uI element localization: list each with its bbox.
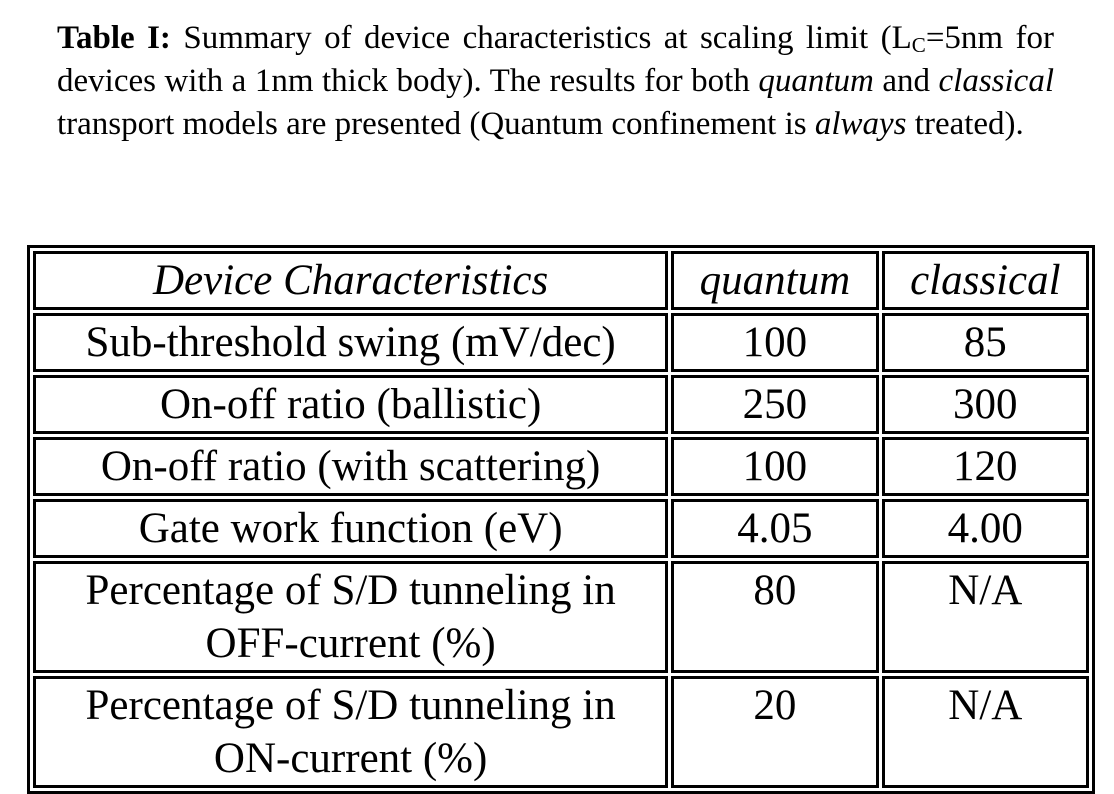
row-label	[33, 561, 668, 673]
caption-label: Table I:	[57, 20, 171, 56]
quantum-value: 4.05	[671, 499, 878, 558]
classical-value: 120	[882, 437, 1089, 496]
table-row	[33, 499, 1089, 558]
classical-value: 85	[882, 313, 1089, 372]
row-label: On-off ratio (with scattering)	[33, 437, 668, 496]
caption-text-4: transport models are presented (Quantum confinement is	[57, 106, 815, 142]
table-row	[33, 375, 1089, 434]
table-row	[33, 437, 1089, 496]
device-characteristics-table	[27, 245, 1095, 794]
row-label: Gate work function (eV)	[33, 499, 668, 558]
classical-value: N/A	[882, 561, 1089, 673]
caption-text-2: =5nm for devices with a 1nm thick body). The results for both	[57, 20, 1055, 99]
caption-text-1: Summary of device characteristics at scaling limit (L	[170, 20, 912, 56]
quantum-value: 100	[671, 437, 878, 496]
caption-text-3: and	[873, 63, 939, 99]
row-label-line1: Percentage of S/D tunneling in	[85, 682, 616, 729]
caption-italic-always: always	[814, 106, 907, 142]
row-label-line1: Percentage of S/D tunneling in	[85, 567, 616, 614]
classical-value: 300	[882, 375, 1089, 434]
quantum-value: 100	[671, 313, 878, 372]
caption-italic-classical: classical	[938, 63, 1054, 99]
header-classical: classical	[882, 251, 1089, 310]
table-row	[33, 313, 1089, 372]
row-label: Sub-threshold swing (mV/dec)	[33, 313, 668, 372]
caption-italic-quantum: quantum	[758, 63, 874, 99]
header-device-characteristics: Device Characteristics	[33, 251, 668, 310]
row-label-line2: OFF-current (%)	[205, 620, 496, 667]
header-quantum: quantum	[671, 251, 878, 310]
caption-text-5: treated).	[906, 106, 1024, 142]
table-caption	[57, 17, 1054, 146]
row-label: On-off ratio (ballistic)	[33, 375, 668, 434]
table-header-row	[33, 251, 1089, 310]
classical-value: N/A	[882, 676, 1089, 788]
quantum-value: 250	[671, 375, 878, 434]
table-row	[33, 561, 1089, 673]
row-label	[33, 676, 668, 788]
caption-subscript: C	[911, 33, 926, 57]
row-label-line2: ON-current (%)	[213, 735, 488, 782]
classical-value: 4.00	[882, 499, 1089, 558]
quantum-value: 80	[671, 561, 878, 673]
quantum-value: 20	[671, 676, 878, 788]
table-row	[33, 676, 1089, 788]
